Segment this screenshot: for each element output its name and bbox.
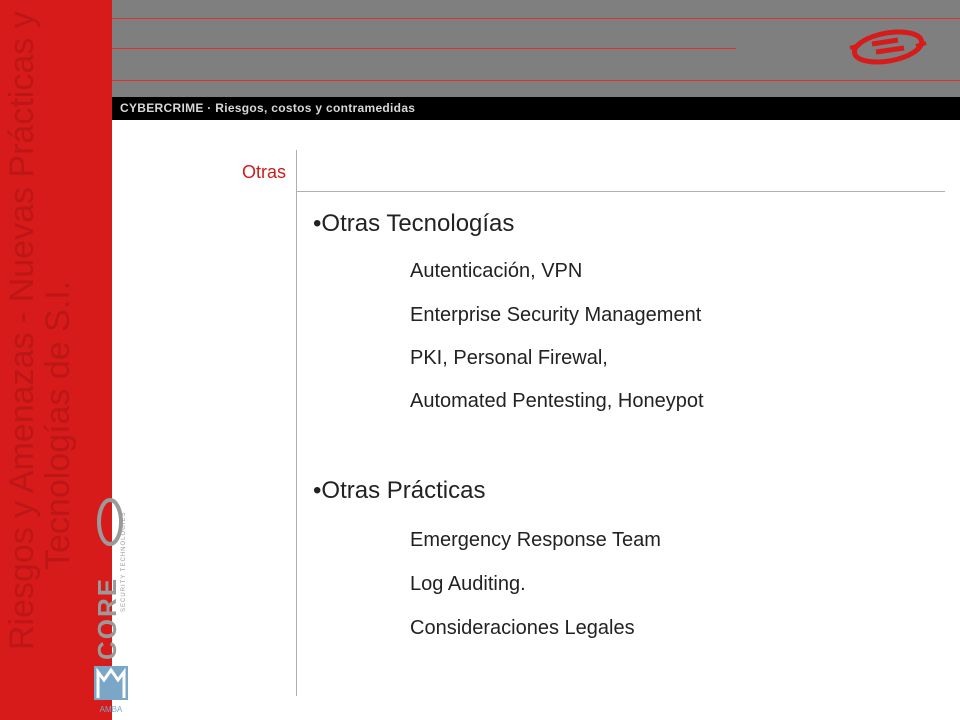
amba-logo	[92, 662, 130, 716]
sidebar-title-line1: Riesgos y Amenazas - Nuevas Prácticas y	[3, 11, 41, 650]
list-item: Emergency Response Team	[410, 529, 661, 551]
core-tagline-text: SECURITY TECHNOLOGIES	[121, 511, 127, 612]
list-item: Autenticación, VPN	[410, 260, 583, 282]
list-item: PKI, Personal Firewal,	[410, 347, 608, 369]
breadcrumb-bar	[112, 97, 960, 120]
horizontal-divider	[296, 191, 945, 192]
sidebar-vertical-title	[4, 11, 76, 650]
amba-label: AMBA	[99, 705, 123, 714]
list-item: Automated Pentesting, Honeypot	[410, 390, 704, 412]
header-line-2	[112, 48, 736, 49]
group-heading-practicas: •Otras Prácticas	[313, 477, 486, 504]
sidebar-title-line2: Tecnologías de S.I.	[39, 280, 77, 570]
list-item: Enterprise Security Management	[410, 304, 702, 326]
header-line-3	[112, 80, 960, 81]
vertical-divider	[296, 150, 297, 696]
list-item: Log Auditing.	[410, 573, 526, 595]
group-heading-tecnologias: •Otras Tecnologías	[313, 210, 515, 237]
breadcrumb: CYBERCRIME · Riesgos, costos y contramedidas	[120, 101, 416, 115]
core-brand-text: CORE	[92, 576, 122, 660]
core-security-logo	[92, 462, 130, 662]
core-logo-icon	[846, 28, 930, 66]
list-item: Consideraciones Legales	[410, 617, 635, 639]
header-line-1	[112, 18, 960, 19]
section-label: Otras	[241, 162, 286, 182]
